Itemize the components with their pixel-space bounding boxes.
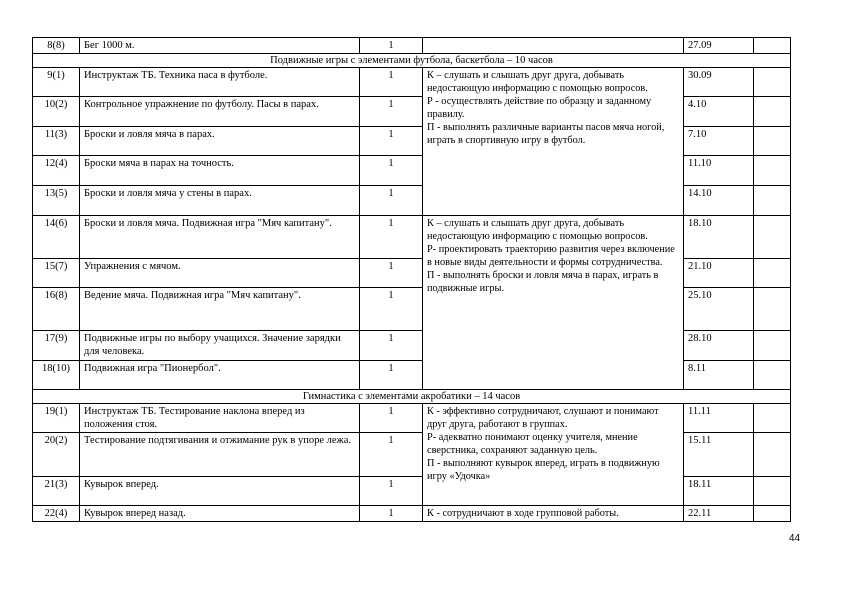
lesson-topic: Подвижная игра "Пионербол". bbox=[80, 361, 360, 390]
lesson-hours: 1 bbox=[360, 259, 423, 288]
lesson-date: 28.10 bbox=[684, 331, 754, 361]
lesson-topic: Броски и ловля мяча. Подвижная игра "Мяч капитану". bbox=[80, 216, 360, 259]
lesson-number: 9(1) bbox=[33, 68, 80, 97]
lesson-number: 16(8) bbox=[33, 288, 80, 331]
lesson-hours: 1 bbox=[360, 38, 423, 54]
uud-cognitive: П - выполнять различные варианты пасов мяча ногой, играть в спортивную игру в футбол. bbox=[427, 122, 665, 146]
lesson-number: 14(6) bbox=[33, 216, 80, 259]
lesson-topic: Инструктаж ТБ. Техника паса в футболе. bbox=[80, 68, 360, 97]
table-row bbox=[33, 404, 791, 433]
lesson-number: 10(2) bbox=[33, 97, 80, 127]
lesson-date: 21.10 bbox=[684, 259, 754, 288]
uud-regulatory: Р- проектировать траекторию развития через включение в новые виды деятельности и формы сотрудничества. bbox=[427, 244, 675, 268]
lesson-date: 8.11 bbox=[684, 361, 754, 390]
lesson-hours: 1 bbox=[360, 288, 423, 331]
lesson-correction bbox=[754, 477, 791, 506]
lesson-date: 14.10 bbox=[684, 186, 754, 216]
uud-regulatory: Р - осуществлять действие по образцу и заданному правилу. bbox=[427, 96, 652, 120]
lesson-date: 4.10 bbox=[684, 97, 754, 127]
lesson-date: 22.11 bbox=[684, 506, 754, 522]
lesson-correction bbox=[754, 288, 791, 331]
lesson-topic: Броски и ловля мяча в парах. bbox=[80, 127, 360, 156]
lesson-uud: К - сотрудничают в ходе групповой работы. bbox=[423, 506, 684, 522]
uud-communicative: К – слушать и слышать друг друга, добывать недостающую информацию с помощью вопросов. bbox=[427, 218, 648, 242]
lesson-number: 19(1) bbox=[33, 404, 80, 433]
lesson-number: 11(3) bbox=[33, 127, 80, 156]
lesson-topic: Ведение мяча. Подвижная игра "Мяч капитану". bbox=[80, 288, 360, 331]
lesson-correction bbox=[754, 186, 791, 216]
lesson-correction bbox=[754, 259, 791, 288]
lesson-uud-group-1 bbox=[423, 68, 684, 216]
lesson-date: 11.11 bbox=[684, 404, 754, 433]
table-row bbox=[33, 506, 791, 522]
lesson-hours: 1 bbox=[360, 186, 423, 216]
lesson-hours: 1 bbox=[360, 404, 423, 433]
lesson-date: 25.10 bbox=[684, 288, 754, 331]
lesson-date: 11.10 bbox=[684, 156, 754, 186]
lesson-number: 13(5) bbox=[33, 186, 80, 216]
lesson-hours: 1 bbox=[360, 433, 423, 477]
lesson-number: 17(9) bbox=[33, 331, 80, 361]
lesson-uud-group-3 bbox=[423, 404, 684, 506]
lesson-hours: 1 bbox=[360, 216, 423, 259]
lesson-topic: Тестирование подтягивания и отжимание рук в упоре лежа. bbox=[80, 433, 360, 477]
lesson-correction bbox=[754, 506, 791, 522]
lesson-hours: 1 bbox=[360, 506, 423, 522]
lesson-topic: Броски мяча в парах на точность. bbox=[80, 156, 360, 186]
lesson-date: 27.09 bbox=[684, 38, 754, 54]
uud-cognitive: П - выполнять броски и ловля мяча в парах, играть в подвижные игры. bbox=[427, 270, 659, 294]
lesson-number: 18(10) bbox=[33, 361, 80, 390]
uud-regulatory: Р- адекватно понимают оценку учителя, мнение сверстника, сохраняют заданную цель. bbox=[427, 432, 638, 456]
lesson-hours: 1 bbox=[360, 331, 423, 361]
uud-cognitive: П - выполняют кувырок вперед, играть в подвижную игру «Удочка» bbox=[427, 458, 660, 482]
lesson-hours: 1 bbox=[360, 361, 423, 390]
lesson-number: 15(7) bbox=[33, 259, 80, 288]
lesson-correction bbox=[754, 97, 791, 127]
lesson-correction bbox=[754, 404, 791, 433]
lesson-number: 22(4) bbox=[33, 506, 80, 522]
lesson-topic: Подвижные игры по выбору учащихся. Значение зарядки для человека. bbox=[80, 331, 360, 361]
table-row bbox=[33, 68, 791, 97]
page-number: 44 bbox=[789, 533, 801, 544]
lesson-date: 30.09 bbox=[684, 68, 754, 97]
lesson-number: 12(4) bbox=[33, 156, 80, 186]
lesson-date: 18.11 bbox=[684, 477, 754, 506]
lesson-topic: Бег 1000 м. bbox=[80, 38, 360, 54]
lesson-hours: 1 bbox=[360, 477, 423, 506]
lesson-date: 7.10 bbox=[684, 127, 754, 156]
uud-communicative: К – слушать и слышать друг друга, добывать недостающую информацию с помощью вопросов. bbox=[427, 70, 648, 94]
lesson-correction bbox=[754, 433, 791, 477]
table-row bbox=[33, 216, 791, 259]
lesson-hours: 1 bbox=[360, 127, 423, 156]
section-title: Подвижные игры с элементами футбола, баскетбола – 10 часов bbox=[33, 54, 791, 68]
lesson-hours: 1 bbox=[360, 68, 423, 97]
lesson-correction bbox=[754, 331, 791, 361]
lesson-number: 21(3) bbox=[33, 477, 80, 506]
lesson-topic: Упражнения с мячом. bbox=[80, 259, 360, 288]
lesson-number: 20(2) bbox=[33, 433, 80, 477]
lesson-correction bbox=[754, 216, 791, 259]
lesson-correction bbox=[754, 127, 791, 156]
lesson-correction bbox=[754, 361, 791, 390]
uud-communicative: К - эффективно сотрудничают, слушают и понимают друг друга, работают в группах. bbox=[427, 406, 659, 430]
section-title: Гимнастика с элементами акробатики – 14 часов bbox=[33, 390, 791, 404]
lesson-topic: Броски и ловля мяча у стены в парах. bbox=[80, 186, 360, 216]
table-row bbox=[33, 38, 791, 54]
lesson-hours: 1 bbox=[360, 156, 423, 186]
lesson-correction bbox=[754, 156, 791, 186]
lesson-date: 18.10 bbox=[684, 216, 754, 259]
lesson-topic: Кувырок вперед. bbox=[80, 477, 360, 506]
lesson-correction bbox=[754, 68, 791, 97]
lesson-topic: Контрольное упражнение по футболу. Пасы в парах. bbox=[80, 97, 360, 127]
lesson-hours: 1 bbox=[360, 97, 423, 127]
section-row bbox=[33, 390, 791, 404]
lesson-topic: Инструктаж ТБ. Тестирование наклона вперед из положения стоя. bbox=[80, 404, 360, 433]
section-row bbox=[33, 54, 791, 68]
lesson-date: 15.11 bbox=[684, 433, 754, 477]
lesson-number: 8(8) bbox=[33, 38, 80, 54]
lesson-uud-group-2 bbox=[423, 216, 684, 390]
lesson-correction bbox=[754, 38, 791, 54]
lesson-uud bbox=[423, 38, 684, 54]
lesson-topic: Кувырок вперед назад. bbox=[80, 506, 360, 522]
lesson-plan-table bbox=[32, 37, 791, 522]
